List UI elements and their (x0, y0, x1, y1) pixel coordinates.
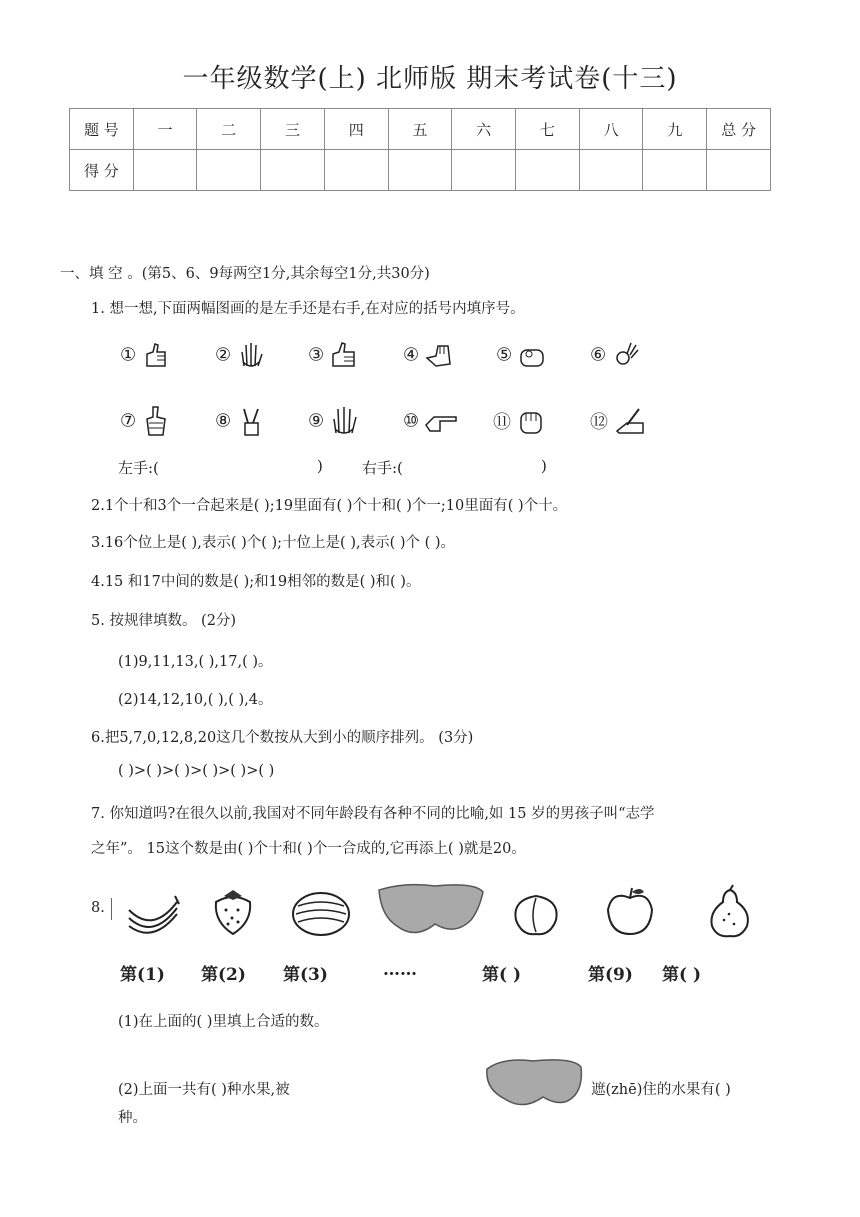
hand-number: ⑪ (493, 412, 511, 433)
question-5a-text: (1)9,11,13,( ),17,( )。 (118, 654, 273, 670)
hand-number: ⑦ (120, 410, 137, 432)
watermelon-icon (290, 890, 352, 938)
right-hand-label: 右手:( (362, 459, 403, 477)
pointing-hand-icon (424, 405, 458, 437)
fruit-ordinal-ellipsis: …… (383, 960, 417, 980)
hand-item (215, 405, 266, 437)
hand-item (590, 340, 641, 370)
left-hand-answer[interactable] (200, 455, 310, 475)
hand-number: ⑥ (590, 344, 607, 366)
question-7-line2: 之年”。 15这个数是由( )个十和( )个一合成的,它再添上( )就是20。 (91, 841, 526, 857)
score-header-cell: 五 (388, 109, 452, 150)
peach-icon (510, 888, 562, 938)
hand-item (590, 405, 647, 437)
score-row-label: 得 分 (70, 150, 134, 191)
fruit-ordinal: 第( ) (662, 965, 702, 985)
fist-closed-icon (516, 405, 546, 437)
question-2-text: 2.1个十和3个一合起来是( );19里面有( )个十和( )个一;10里面有( )个十。 (91, 498, 568, 514)
score-input-cell[interactable] (643, 150, 707, 191)
score-table-score-row (70, 150, 771, 191)
covered-blob (375, 880, 487, 940)
score-input-cell[interactable] (388, 150, 452, 191)
score-header-cell: 六 (452, 109, 516, 150)
question-1-text: 1. 想一想,下面两幅图画的是左手还是右手,在对应的括号内填序号。 (91, 301, 525, 317)
score-header-cell: 一 (133, 109, 197, 150)
question-6-blanks: ( )>( )>( )>( )>( )>( ) (118, 763, 275, 779)
writing-hand-icon (613, 405, 647, 437)
score-header-cell: 四 (324, 109, 388, 150)
score-input-cell[interactable] (452, 150, 516, 191)
fruit-ordinal: 第(2) (201, 965, 246, 985)
question-6-text: 6.把5,7,0,12,8,20这几个数按从大到小的顺序排列。 (3分) (91, 730, 474, 746)
hand-number: ⑧ (215, 410, 232, 432)
score-input-cell[interactable] (516, 150, 580, 191)
hand-item (496, 340, 547, 370)
hand-number: ⑩ (403, 410, 420, 432)
divider (111, 898, 112, 920)
score-input-cell[interactable] (324, 150, 388, 191)
score-header-cell: 题 号 (70, 109, 134, 150)
question-3-text: 3.16个位上是( ),表示( )个( );十位上是( ),表示( )个 ( )。 (91, 535, 456, 551)
question-5-text: 5. 按规律填数。 (2分) (91, 613, 237, 629)
left-hand-label: 左手:( (118, 459, 159, 477)
hand-item (308, 340, 359, 370)
question-8-label: 8. (91, 900, 105, 916)
score-header-cell: 二 (197, 109, 261, 150)
question-8-sub2-b: 遮(zhē)住的水果有( ) (591, 1082, 731, 1098)
strawberry-icon (208, 886, 258, 938)
left-hand-close: ) (317, 457, 323, 475)
open-hand-icon (236, 340, 266, 370)
score-header-cell: 三 (261, 109, 325, 150)
thumb-hand-icon (141, 340, 171, 370)
right-hand-answer[interactable] (420, 455, 535, 475)
score-header-cell: 八 (579, 109, 643, 150)
score-header-cell: 九 (643, 109, 707, 150)
covered-blob-small (483, 1055, 585, 1111)
hand-item (215, 340, 266, 370)
pinch-hand-icon (517, 340, 547, 370)
hand-item (120, 340, 171, 370)
pear-icon (707, 884, 753, 940)
hand-item (403, 340, 454, 370)
hand-number: ⑤ (496, 344, 513, 366)
hand-number: ③ (308, 344, 325, 366)
hand-item (493, 405, 546, 437)
fruit-ordinal: 第(1) (120, 965, 165, 985)
score-input-cell[interactable] (579, 150, 643, 191)
hand-number: ② (215, 344, 232, 366)
fruit-ordinal: 第(9) (588, 965, 633, 985)
question-8-sub2-c: 种。 (118, 1110, 147, 1126)
question-8-sub1: (1)在上面的( )里填上合适的数。 (118, 1014, 329, 1030)
score-input-cell[interactable] (261, 150, 325, 191)
score-input-cell[interactable] (707, 150, 771, 191)
score-table-header-row (70, 109, 771, 150)
apple-icon (604, 884, 656, 940)
fruit-ordinal: 第(3) (283, 965, 328, 985)
banana-icon (125, 890, 181, 938)
hand-number: ⑫ (590, 412, 608, 433)
hand-item (308, 405, 359, 437)
question-8-sub2-a: (2)上面一共有( )种水果,被 (118, 1082, 290, 1098)
question-7-line1: 7. 你知道吗?在很久以前,我国对不同年龄段有各种不同的比喻,如 15 岁的男孩子叫“志学 (91, 806, 655, 822)
score-input-cell[interactable] (133, 150, 197, 191)
thumbs-up-icon (329, 340, 359, 370)
question-4-text: 4.15 和17中间的数是( );和19相邻的数是( )和( )。 (91, 574, 421, 590)
fruit-ordinal: 第( ) (482, 965, 522, 985)
victory-hand-icon (236, 405, 266, 437)
hand-item (120, 405, 171, 437)
right-hand-close: ) (541, 457, 547, 475)
hand-number: ④ (403, 344, 420, 366)
score-header-cell: 七 (516, 109, 580, 150)
hand-item (403, 405, 458, 437)
fist-hand-icon (424, 340, 454, 370)
score-table (69, 108, 771, 191)
hand-number: ① (120, 344, 137, 366)
question-5b-text: (2)14,12,10,( ),( ),4。 (118, 692, 273, 708)
crossed-fingers-icon (141, 405, 171, 437)
ok-hand-icon (611, 340, 641, 370)
hand-number: ⑨ (308, 410, 325, 432)
score-header-cell: 总 分 (707, 109, 771, 150)
section-heading: 一、填 空 。(第5、6、9每两空1分,其余每空1分,共30分) (60, 266, 430, 282)
score-input-cell[interactable] (197, 150, 261, 191)
page-title: 一年级数学(上) 北师版 期末考试卷(十三) (182, 64, 678, 94)
raised-hand-icon (329, 405, 359, 437)
